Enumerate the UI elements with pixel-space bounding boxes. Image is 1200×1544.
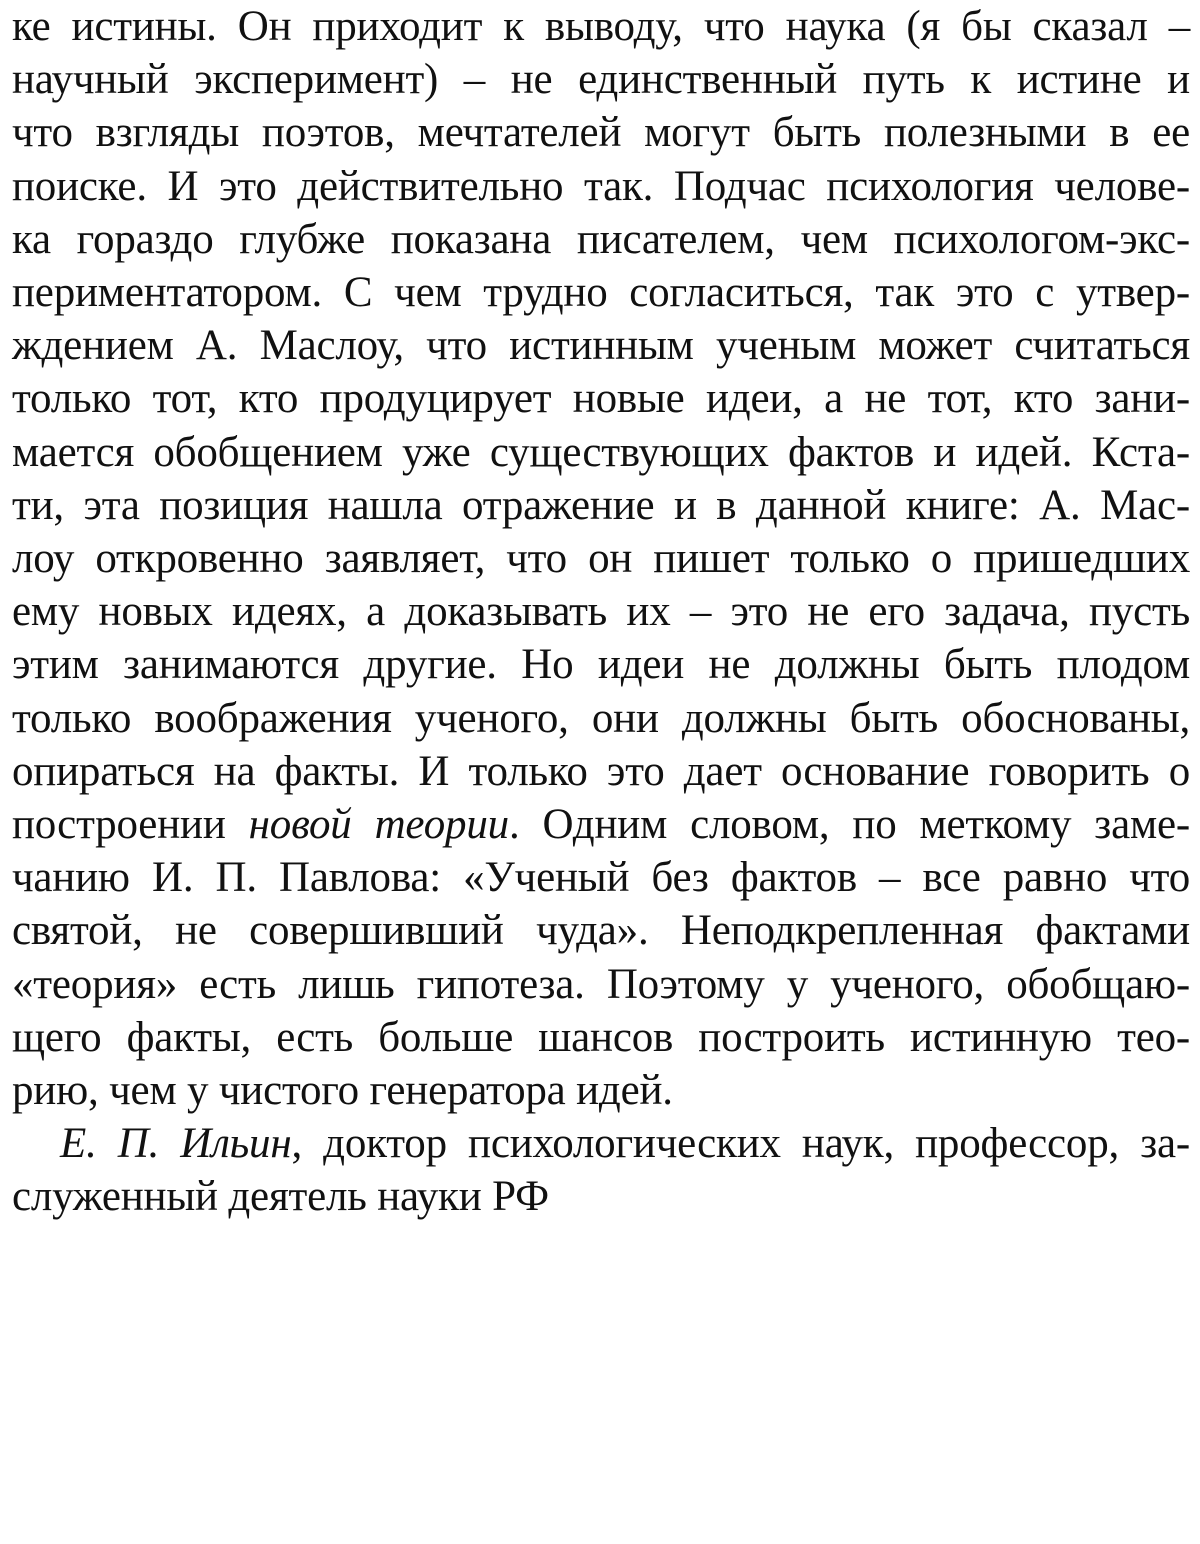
text-line: только тот, кто продуцирует новые идеи, а не тот, кто зани- <box>12 375 1190 423</box>
text-line: что взгляды поэтов, мечтателей могут быть полезными в ее <box>12 109 1190 157</box>
text-line: ждением А. Маслоу, что истинным ученым может считаться <box>12 322 1190 370</box>
text-line: щего факты, есть больше шансов построить истинную тео- <box>12 1013 1190 1061</box>
text-line: этим занимаются другие. Но идеи не должны быть плодом <box>12 641 1190 689</box>
italic-term: новой теории <box>248 801 509 849</box>
text-line: рию, чем у чистого генератора идей. <box>12 1067 673 1115</box>
text-line: лоу откровенно заявляет, что он пишет только о пришедших <box>12 535 1190 583</box>
author-signature <box>12 1117 1190 1223</box>
text-line: периментатором. С чем трудно согласиться, так это с утвер- <box>12 269 1190 317</box>
text-line: ему новых идеях, а доказывать их – это не его задача, пусть <box>12 588 1190 636</box>
text-line: чанию И. П. Павлова: «Ученый без фактов – все равно что <box>12 854 1190 902</box>
text-line: только воображения ученого, они должны быть обоснованы, <box>12 694 1190 742</box>
text-line-with-emphasis <box>12 798 1190 851</box>
text-line: поиске. И это действительно так. Подчас психология челове- <box>12 162 1190 210</box>
text-line: ка гораздо глубже показана писателем, чем психологом-экс- <box>12 215 1190 263</box>
text-segment: построении <box>12 801 249 849</box>
signature-line: служенный деятель науки РФ <box>12 1173 549 1221</box>
text-line: ти, эта позиция нашла отражение и в данной книге: А. Мас- <box>12 481 1190 529</box>
main-paragraph <box>12 0 1190 1117</box>
text-line: мается обобщением уже существующих фактов и идей. Кста- <box>12 428 1190 476</box>
author-name: Е. П. Ильин <box>60 1120 292 1168</box>
signature-line <box>12 1117 1190 1170</box>
document-page <box>12 0 1190 1224</box>
text-line: опираться на факты. И только это дает основание говорить о <box>12 747 1190 795</box>
text-segment: . Одним словом, по меткому заме- <box>508 801 1190 849</box>
text-line: научный эксперимент) – не единственный путь к истине и <box>12 56 1190 104</box>
text-line: ке истины. Он приходит к выводу, что наука (я бы сказал – <box>12 3 1190 50</box>
text-line: святой, не совершивший чуда». Неподкрепленная фактами <box>12 907 1190 955</box>
text-line: «теория» есть лишь гипотеза. Поэтому у ученого, обобщаю- <box>12 960 1190 1008</box>
author-title: , доктор психологических наук, профессор, за- <box>291 1120 1190 1168</box>
